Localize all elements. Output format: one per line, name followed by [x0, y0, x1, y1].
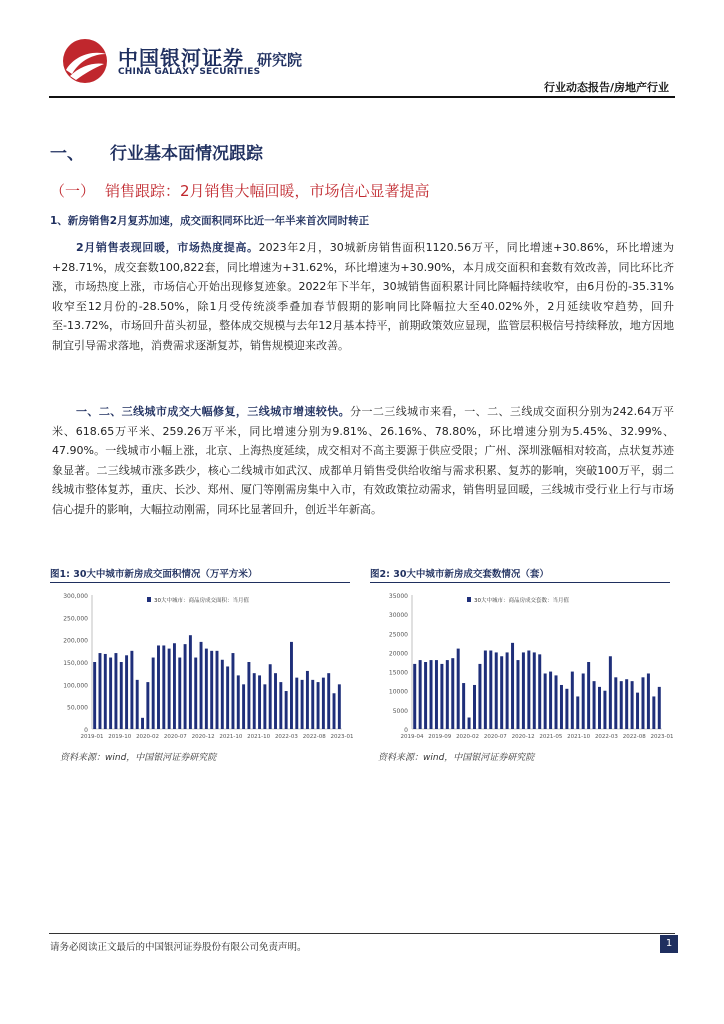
figure1-rule [50, 582, 350, 583]
bar [603, 691, 606, 729]
y-tick-label: 30000 [388, 612, 408, 620]
figure2-rule [370, 582, 670, 583]
bar [173, 643, 176, 729]
bar [614, 677, 617, 729]
y-tick-label: 0 [404, 727, 408, 734]
paragraph-city-tiers [52, 402, 674, 519]
bar [527, 651, 530, 729]
bar [489, 651, 492, 729]
report-type-tag: 行业动态报告/房地产行业 [543, 81, 669, 94]
bar [478, 664, 481, 729]
x-tick-label: 2019-09 [428, 734, 452, 740]
bar [560, 685, 563, 729]
figure2-title: 图2: 30大中城市新房成交套数情况（套） [370, 569, 549, 580]
bar [430, 660, 433, 729]
y-tick-label: 250,000 [63, 615, 88, 623]
paragraph-lead: 一、二、三线城市成交大幅修复，三线城市增速较快。 [76, 405, 351, 418]
x-tick-label: 2020-07 [483, 734, 507, 740]
bar [565, 689, 568, 729]
bar [495, 652, 498, 729]
topic-heading: 1、新房销售2月复苏加速，成交面积同环比近一年半来首次同时转正 [50, 215, 370, 227]
bar [641, 677, 644, 729]
bar [114, 653, 117, 729]
bar [306, 671, 309, 729]
bar [544, 673, 547, 729]
logo-institute: 研究院 [257, 51, 303, 69]
x-tick-label: 2021-05 [539, 734, 563, 740]
footer-divider [49, 933, 675, 934]
bar [120, 662, 123, 729]
bar [631, 681, 634, 729]
y-tick-label: 200,000 [63, 637, 88, 645]
bar [435, 660, 438, 729]
x-tick-label: 2021-10 [219, 734, 243, 740]
bar [593, 681, 596, 729]
bar [290, 642, 293, 729]
bar [468, 718, 471, 729]
bar [216, 651, 219, 729]
bar [247, 662, 250, 729]
bar [609, 656, 612, 729]
disclaimer-text: 请务必阅读正文最后的中国银河证券股份有限公司免责声明。 [50, 942, 307, 953]
bar [285, 691, 288, 729]
bar [625, 679, 628, 729]
bar [136, 680, 139, 729]
bar [533, 652, 536, 729]
logo-chinese-name: 中国银河证券 [118, 46, 244, 70]
bar [295, 678, 298, 729]
x-tick-label: 2020-07 [163, 734, 187, 740]
bar [582, 673, 585, 729]
bar [516, 660, 519, 729]
bar [451, 658, 454, 729]
bar [231, 653, 234, 729]
bar [210, 651, 213, 729]
bar [189, 635, 192, 729]
bar [446, 660, 449, 729]
bar [549, 672, 552, 729]
y-tick-label: 300,000 [63, 593, 88, 600]
bar [205, 649, 208, 729]
bar [184, 644, 187, 729]
bar [327, 673, 330, 729]
bar [506, 652, 509, 729]
section-heading [50, 139, 263, 164]
x-tick-label: 2019-01 [80, 734, 104, 740]
bar [317, 682, 320, 729]
bar [500, 656, 503, 729]
y-tick-label: 10000 [388, 688, 408, 696]
bar [338, 684, 341, 729]
bar [484, 651, 487, 729]
y-tick-label: 0 [84, 727, 88, 734]
bar [109, 658, 112, 729]
bar [424, 662, 427, 729]
bar [522, 652, 525, 729]
bar [620, 681, 623, 729]
legend-swatch [467, 597, 471, 602]
figure1-source: 资料来源：wind，中国银河证券研究院 [60, 753, 217, 763]
x-tick-label: 2020-12 [191, 734, 215, 740]
bar [462, 683, 465, 729]
bar [200, 642, 203, 729]
x-tick-label: 2022-03 [274, 734, 298, 740]
bar [419, 660, 422, 729]
bar [473, 685, 476, 729]
figure1-title: 图1: 30大中城市新房成交面积情况（万平方米） [50, 569, 258, 580]
bar [125, 655, 128, 729]
header-divider [49, 96, 675, 98]
bar [104, 654, 107, 729]
bar [157, 645, 160, 729]
subsection-heading [50, 180, 430, 201]
section-number: 一、 [50, 144, 84, 164]
bar [555, 675, 558, 729]
y-tick-label: 25000 [388, 631, 408, 639]
bar [636, 693, 639, 729]
paragraph-body: 2023年2月，30城新房销售面积1120.56万平，同比增速+30.86%，环比增速为+28.71%，成交套数100,822套，同比增速为+31.62%，环比增速为+30.90%，本月成交面积和套数有效改善，同比环比齐涨，市场热度上涨，市场信心开始出现修复迹象。2022年下半年，30城销售面积累计同比降幅持续收窄，由6月份的-35.31%收窄至12月份的-28.50%，除1月受传统淡季叠加春节假期的影响同比降幅拉大至40.02%外，2月延续收窄趋势，回升至-13.72%，市场回升苗头初显，整体成交规模与去年12月基本持平，前期政策效应显现，监管层积极信号持续释放，地方因地制宜引导需求落地，消费需求逐渐复苏，销售规模迎来改善。 [52, 241, 674, 352]
section-title: 行业基本面情况跟踪 [110, 144, 263, 164]
y-tick-label: 100,000 [63, 682, 88, 690]
bar [253, 673, 256, 729]
bar [130, 651, 133, 729]
paragraph-sales-recovery [52, 238, 674, 355]
bar [93, 662, 96, 729]
bar [226, 666, 229, 729]
x-tick-label: 2022-08 [622, 734, 646, 740]
logo-english-name: CHINA GALAXY SECURITIES [118, 67, 261, 77]
bar [269, 664, 272, 729]
bar [99, 653, 102, 729]
bar [194, 658, 197, 729]
bar [237, 675, 240, 729]
y-tick-label: 20000 [388, 650, 408, 658]
bar [152, 658, 155, 729]
bar [221, 660, 224, 729]
bar [647, 673, 650, 729]
x-tick-label: 2021-10 [247, 734, 271, 740]
x-tick-label: 2020-12 [511, 734, 535, 740]
paragraph-lead: 2月销售表现回暖，市场热度提高。 [76, 241, 259, 254]
y-tick-label: 50,000 [67, 704, 88, 712]
bar [322, 678, 325, 729]
bar [587, 662, 590, 729]
bar [598, 687, 601, 729]
units-chart [370, 587, 674, 747]
bar [538, 654, 541, 729]
x-tick-label: 2022-08 [302, 734, 326, 740]
bar [178, 658, 181, 729]
bar [652, 696, 655, 729]
bar [279, 682, 282, 729]
subsection-number: （一） [50, 182, 96, 200]
x-tick-label: 2019-10 [108, 734, 132, 740]
bar [242, 684, 245, 729]
bar [333, 693, 336, 729]
bar [146, 682, 149, 729]
x-tick-label: 2023-01 [330, 734, 354, 740]
subsection-title: 销售跟踪：2月销售大幅回暖，市场信心显著提高 [105, 182, 430, 200]
x-tick-label: 2021-10 [567, 734, 591, 740]
legend-label: 30大中城市：商品房成交面积：当月值 [154, 598, 249, 604]
page-number: 1 [660, 935, 678, 953]
bar [162, 645, 165, 729]
y-tick-label: 150,000 [63, 660, 88, 667]
legend-swatch [147, 597, 151, 602]
bar [511, 643, 514, 729]
figure2-source: 资料来源：wind，中国银河证券研究院 [378, 753, 535, 763]
bar [168, 649, 171, 729]
bar [258, 675, 261, 729]
bar [457, 649, 460, 729]
x-tick-label: 2023-01 [650, 734, 674, 740]
bar [311, 680, 314, 729]
area-chart [50, 587, 354, 747]
x-tick-label: 2020-02 [136, 734, 160, 740]
legend-label: 30大中城市：商品房成交套数：当月值 [474, 598, 569, 604]
bar [263, 684, 266, 729]
bar [658, 687, 661, 729]
bar [301, 680, 304, 729]
x-tick-label: 2020-02 [456, 734, 480, 740]
bar [413, 664, 416, 729]
paragraph-body: 分一二三线城市来看，一、二、三线成交面积分别为242.64万平米、618.65万平米、259.26万平米，同比增速分别为9.81%、26.16%、78.80%，环比增速分别为5.45%、32.99%、47.90%。一线城市小幅上涨，北京、上海热度延续，成交相对不高主要源于供应受限；广州、深圳涨幅相对较高，点状复苏迹象显著。二三线城市涨多跌少，核心二线城市如武汉、成都单月销售受供给收缩与需求积累、复苏的影响，突破100万平，弱二线城市整体复苏，重庆、长沙、郑州、厦门等刚需房集中入市，有效政策拉动需求，销售明显回暖，三线城市受行业上行与市场信心提升的影响，大幅拉动刚需，同环比显著回升，创近半年新高。 [52, 405, 674, 516]
bar [274, 673, 277, 729]
y-tick-label: 15000 [388, 669, 408, 677]
y-tick-label: 5000 [392, 707, 408, 715]
galaxy-logo-icon [60, 36, 110, 86]
bar [571, 672, 574, 729]
bar [141, 718, 144, 729]
y-tick-label: 35000 [388, 593, 408, 600]
bar [576, 696, 579, 729]
bar [440, 664, 443, 729]
x-tick-label: 2019-04 [400, 734, 424, 740]
x-tick-label: 2022-03 [594, 734, 618, 740]
